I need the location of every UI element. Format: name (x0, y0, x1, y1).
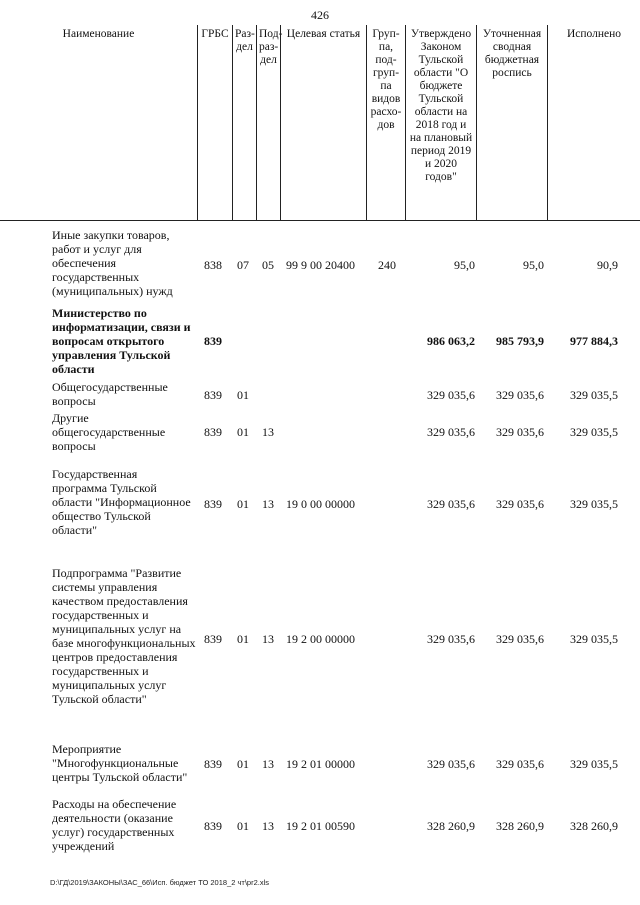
row-utochnennaya: 95,0 (523, 258, 544, 272)
row-grbs: 839 (204, 497, 222, 511)
row-utverzhdeno: 329 035,6 (427, 425, 475, 439)
row-name: Министерство по информатизации, связи и вопросам открытого управления Тульской области (52, 306, 191, 376)
row-podrazdel: 05 (262, 258, 274, 272)
row-utverzhdeno: 329 035,6 (427, 757, 475, 771)
row-utverzhdeno: 328 260,9 (427, 819, 475, 833)
row-utochnennaya: 985 793,9 (496, 334, 544, 348)
row-podrazdel: 13 (262, 497, 274, 511)
row-grbs: 839 (204, 425, 222, 439)
header-utverzhdeno: Утверждено Законом Тульской области "О бюджете Тульской области на 2018 год и на плановый период 2019 и 2020 годов" (405, 25, 477, 221)
row-ispolneno: 329 035,5 (570, 497, 618, 511)
row-ispolneno: 329 035,5 (570, 388, 618, 402)
row-razdel: 07 (237, 258, 249, 272)
header-celevaya-statya: Целевая статья (280, 25, 367, 221)
row-utverzhdeno: 986 063,2 (427, 334, 475, 348)
row-celevaya-statya: 19 2 00 00000 (286, 632, 355, 646)
row-ispolneno: 328 260,9 (570, 819, 618, 833)
header-name: Наименование (0, 25, 198, 221)
row-razdel: 01 (237, 388, 249, 402)
row-utochnennaya: 329 035,6 (496, 425, 544, 439)
row-razdel: 01 (237, 819, 249, 833)
row-podrazdel: 13 (262, 632, 274, 646)
row-name: Расходы на обеспечение деятельности (оказание услуг) государственных учреждений (52, 797, 177, 853)
row-razdel: 01 (237, 425, 249, 439)
row-utverzhdeno: 329 035,6 (427, 497, 475, 511)
page-number: 426 (311, 8, 329, 22)
row-celevaya-statya: 19 2 01 00590 (286, 819, 355, 833)
row-grbs: 839 (204, 819, 222, 833)
row-podrazdel: 13 (262, 757, 274, 771)
row-razdel: 01 (237, 632, 249, 646)
row-celevaya-statya: 19 0 00 00000 (286, 497, 355, 511)
header-razdel: Раз- дел (232, 25, 257, 221)
row-gruppa: 240 (378, 258, 396, 272)
row-podrazdel: 13 (262, 425, 274, 439)
row-grbs: 838 (204, 258, 222, 272)
row-utochnennaya: 329 035,6 (496, 757, 544, 771)
file-path-footer: D:\ГД\2019\ЗАКОНЫ\ЗАС_66\Исп. бюджет ТО 2018_2 чт\pr2.xls (50, 878, 269, 887)
row-podrazdel: 13 (262, 819, 274, 833)
row-celevaya-statya: 19 2 01 00000 (286, 757, 355, 771)
header-grbs: ГРБС (197, 25, 233, 221)
row-name: Мероприятие "Многофункциональные центры Тульской области" (52, 742, 188, 784)
row-celevaya-statya: 99 9 00 20400 (286, 258, 355, 272)
row-utverzhdeno: 329 035,6 (427, 632, 475, 646)
row-utochnennaya: 329 035,6 (496, 388, 544, 402)
row-name: Иные закупки товаров, работ и услуг для обеспечения государственных (муниципальных) нужд (52, 228, 173, 298)
row-name: Государственная программа Тульской области "Информационное общество Тульской области" (52, 467, 191, 537)
row-razdel: 01 (237, 757, 249, 771)
row-ispolneno: 90,9 (597, 258, 618, 272)
header-gruppa: Груп- па, под- груп- па видов расхо- дов (366, 25, 406, 221)
row-name: Подпрограмма "Развитие системы управления качеством предоставления государственных и муниципальных услуг на базе многофункциональных центров предоставления государственных и муниципальных услуг Тульской области" (52, 566, 196, 706)
row-razdel: 01 (237, 497, 249, 511)
row-ispolneno: 977 884,3 (570, 334, 618, 348)
row-grbs: 839 (204, 334, 222, 348)
row-utochnennaya: 329 035,6 (496, 632, 544, 646)
row-ispolneno: 329 035,5 (570, 632, 618, 646)
row-name: Другие общегосударственные вопросы (52, 411, 166, 453)
row-grbs: 839 (204, 632, 222, 646)
row-ispolneno: 329 035,5 (570, 425, 618, 439)
row-grbs: 839 (204, 388, 222, 402)
row-utverzhdeno: 95,0 (454, 258, 475, 272)
header-ispolneno: Исполнено (547, 25, 640, 221)
row-ispolneno: 329 035,5 (570, 757, 618, 771)
row-utochnennaya: 328 260,9 (496, 819, 544, 833)
header-utochnennaya: Уточненная сводная бюджетная роспись (476, 25, 548, 221)
row-utverzhdeno: 329 035,6 (427, 388, 475, 402)
row-name: Общегосударственные вопросы (52, 380, 168, 408)
header-podrazdel: Под- раз- дел (256, 25, 281, 221)
row-grbs: 839 (204, 757, 222, 771)
row-utochnennaya: 329 035,6 (496, 497, 544, 511)
